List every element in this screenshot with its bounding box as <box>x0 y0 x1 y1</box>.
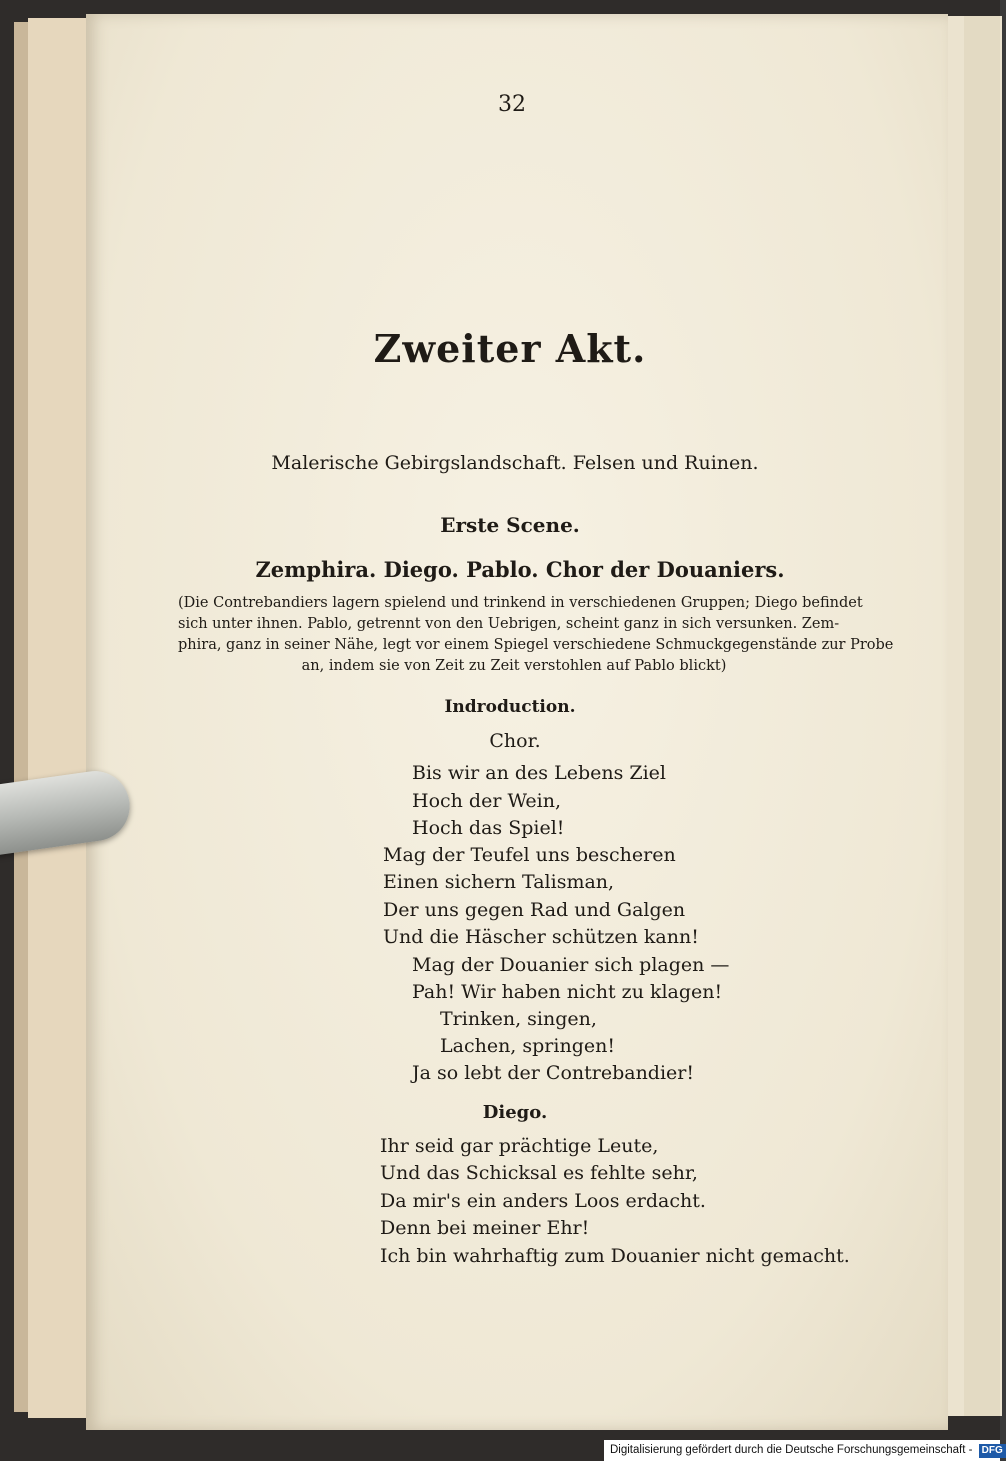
stage-direction <box>178 593 894 677</box>
number-heading: Indroduction. <box>444 697 576 717</box>
stage-direction-line: phira, ganz in seiner Nähe, legt vor einem Spiegel verschiedene Schmuckgegenstände zur Probe <box>178 637 894 653</box>
dfg-logo: DFG <box>979 1444 1006 1458</box>
chorus-label: Chor. <box>489 730 541 752</box>
verse-line: Und die Häscher schützen kann! <box>383 926 699 948</box>
stage-direction-line: an, indem sie von Zeit zu Zeit verstohlen auf Pablo blickt) <box>301 658 727 674</box>
verse-line: Ja so lebt der Contrebandier! <box>412 1062 695 1084</box>
verse-line: Ich bin wahrhaftig zum Douanier nicht gemacht. <box>380 1245 850 1267</box>
verse-line: Denn bei meiner Ehr! <box>380 1217 590 1239</box>
verse-line: Mag der Douanier sich plagen — <box>412 954 730 976</box>
act-title: Zweiter Akt. <box>373 326 647 371</box>
verse-line: Trinken, singen, <box>440 1008 597 1030</box>
verse-line: Pah! Wir haben nicht zu klagen! <box>412 981 723 1003</box>
verse-line: Mag der Teufel uns bescheren <box>383 844 676 866</box>
scene-heading: Erste Scene. <box>440 513 580 537</box>
page-number: 32 <box>498 92 526 117</box>
verse-line: Bis wir an des Lebens Ziel <box>412 762 666 784</box>
stage-direction-line: sich unter ihnen. Pablo, getrennt von den Uebrigen, scheint ganz in sich versunken. Zem- <box>178 616 840 632</box>
credit-text: Digitalisierung gefördert durch die Deutsche Forschungsgemeinschaft - <box>610 1444 973 1456</box>
verse-line: Ihr seid gar prächtige Leute, <box>380 1135 659 1157</box>
stage-direction-line: (Die Contrebandiers lagern spielend und trinkend in verschiedenen Gruppen; Diego befindet <box>178 595 863 611</box>
verse-line: Hoch der Wein, <box>412 790 562 812</box>
scene-setting: Malerische Gebirgslandschaft. Felsen und Ruinen. <box>271 452 759 474</box>
verse-line: Und das Schicksal es fehlte sehr, <box>380 1162 698 1184</box>
verse-line: Lachen, springen! <box>440 1035 615 1057</box>
dramatis-personae: Zemphira. Diego. Pablo. Chor der Douaniers. <box>255 557 785 582</box>
verse-line: Hoch das Spiel! <box>412 817 565 839</box>
verse-line: Einen sichern Talisman, <box>383 871 615 893</box>
digitization-credit <box>604 1440 1003 1461</box>
speaker-name: Diego. <box>482 1102 548 1123</box>
verse-line: Der uns gegen Rad und Galgen <box>383 899 686 921</box>
verse-line: Da mir's ein anders Loos erdacht. <box>380 1190 706 1212</box>
